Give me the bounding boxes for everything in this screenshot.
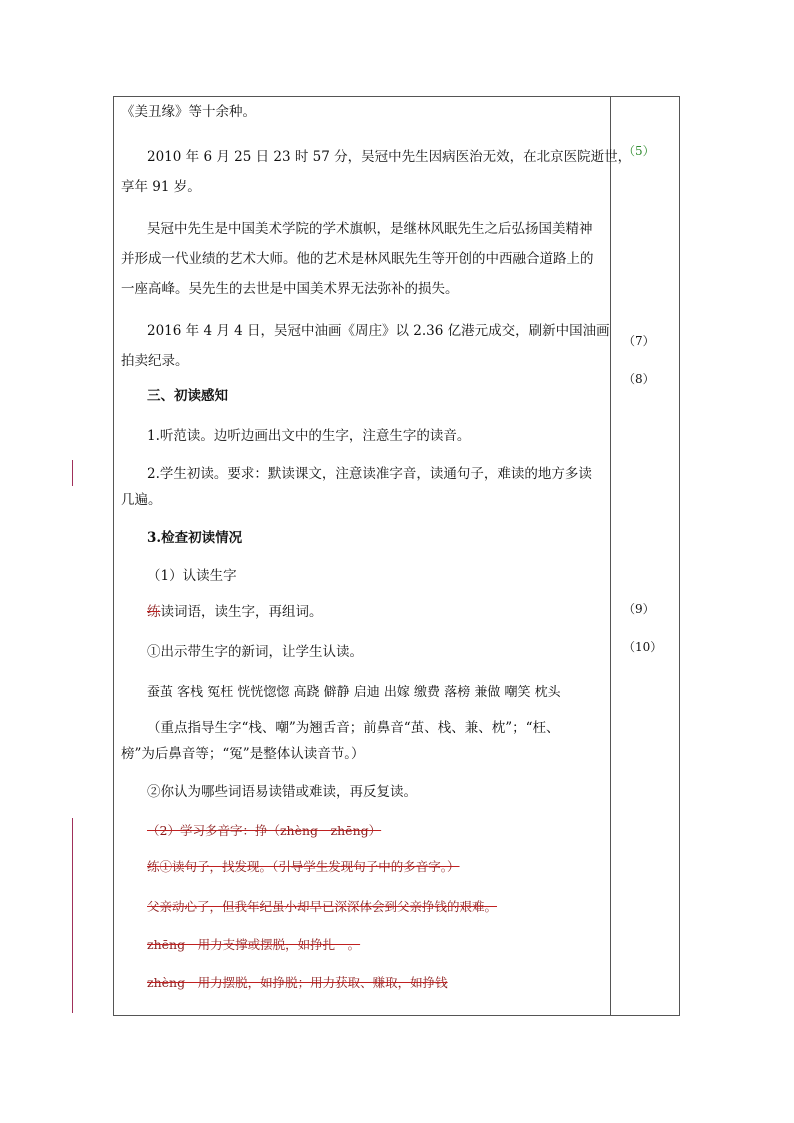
- revision-marker-top: [72, 460, 73, 486]
- sub-item-1: （1）认读生字: [147, 568, 237, 584]
- revision-marker-bottom: [72, 818, 73, 1013]
- paragraph-auction-line-1: 2016 年 4 月 4 日，吴冠中油画《周庄》以 2.36 亿港元成交，刷新中国油画: [147, 323, 610, 339]
- deleted-line-2-text: ①读句子，找发现。（引导学生发现句子中的多音字。）: [159, 859, 460, 874]
- deleted-line-3: 父亲动心了，但我年纪虽小却早已深深体会到父亲挣钱的艰难。: [147, 899, 498, 914]
- deleted-line-5: zhèng 用力摆脱，如挣脱；用力获取、赚取，如挣钱: [147, 975, 448, 990]
- deleted-line-2-prefix: 练: [147, 859, 160, 874]
- step-2: ②你认为哪些词语易读错或难读，再反复读。: [147, 784, 417, 800]
- item-2-line-1: 2.学生初读。要求：默读课文，注意读准字音，读通句子，难读的地方多读: [147, 466, 592, 482]
- paragraph-death-line-1: 2010 年 6 月 25 日 23 时 57 分，吴冠中先生因病医治无效，在北京医院逝世，: [147, 149, 632, 165]
- margin-note-7: （7）: [623, 334, 655, 348]
- deleted-line-1: （2）学习多音字：挣（zhèng zhēng）: [147, 823, 382, 838]
- item-1: 1.听范读。边听边画出文中的生字，注意生字的读音。: [147, 428, 471, 444]
- section-3-heading: 三、初读感知: [147, 388, 228, 404]
- note-line-1: （重点指导生字“栈、嘲”为翘舌音；前鼻音“茧、栈、兼、枕”；“枉、: [147, 720, 560, 736]
- step-1: ①出示带生字的新词，让学生认读。: [147, 644, 363, 660]
- paragraph-death-line-2: 享年 91 岁。: [121, 179, 201, 195]
- paragraph-legacy-line-3: 一座高峰。吴先生的去世是中国美术界无法弥补的损失。: [121, 281, 459, 297]
- deleted-line-4: zhēng 用力支撑或摆脱，如挣扎 。: [147, 937, 361, 952]
- paragraph-legacy-line-1: 吴冠中先生是中国美术学院的学术旗帜，是继林风眠先生之后弘扬国美精神: [147, 221, 593, 237]
- item-2-line-2: 几遍。: [121, 492, 162, 508]
- margin-note-8: （8）: [623, 372, 655, 386]
- practice-prefix: 练: [147, 604, 161, 620]
- margin-note-10: （10）: [623, 640, 663, 654]
- paragraph-legacy-line-2: 并形成一代业绩的艺术大师。他的艺术是林风眠先生等开创的中西融合道路上的: [121, 251, 594, 267]
- margin-note-9: （9）: [623, 602, 655, 616]
- word-list: 蚕茧 客栈 冤枉 恍恍惚惚 高跷 僻静 启迪 出嫁 缴费 落榜 兼做 嘲笑 枕头: [147, 685, 561, 700]
- practice-text: 读词语，读生字，再组词。: [160, 604, 323, 620]
- item-3: 3.检查初读情况: [147, 530, 243, 546]
- paragraph-auction-line-2: 拍卖纪录。: [121, 353, 189, 369]
- deleted-line-2: [147, 861, 460, 874]
- note-line-2: 榜”为后鼻音等；“冤”是整体认读音节。）: [121, 746, 365, 762]
- margin-note-5: （5）: [623, 144, 655, 158]
- practice-line: [147, 606, 323, 620]
- column-divider: [610, 96, 611, 1016]
- text-line-1: 《美丑缘》等十余种。: [121, 104, 256, 120]
